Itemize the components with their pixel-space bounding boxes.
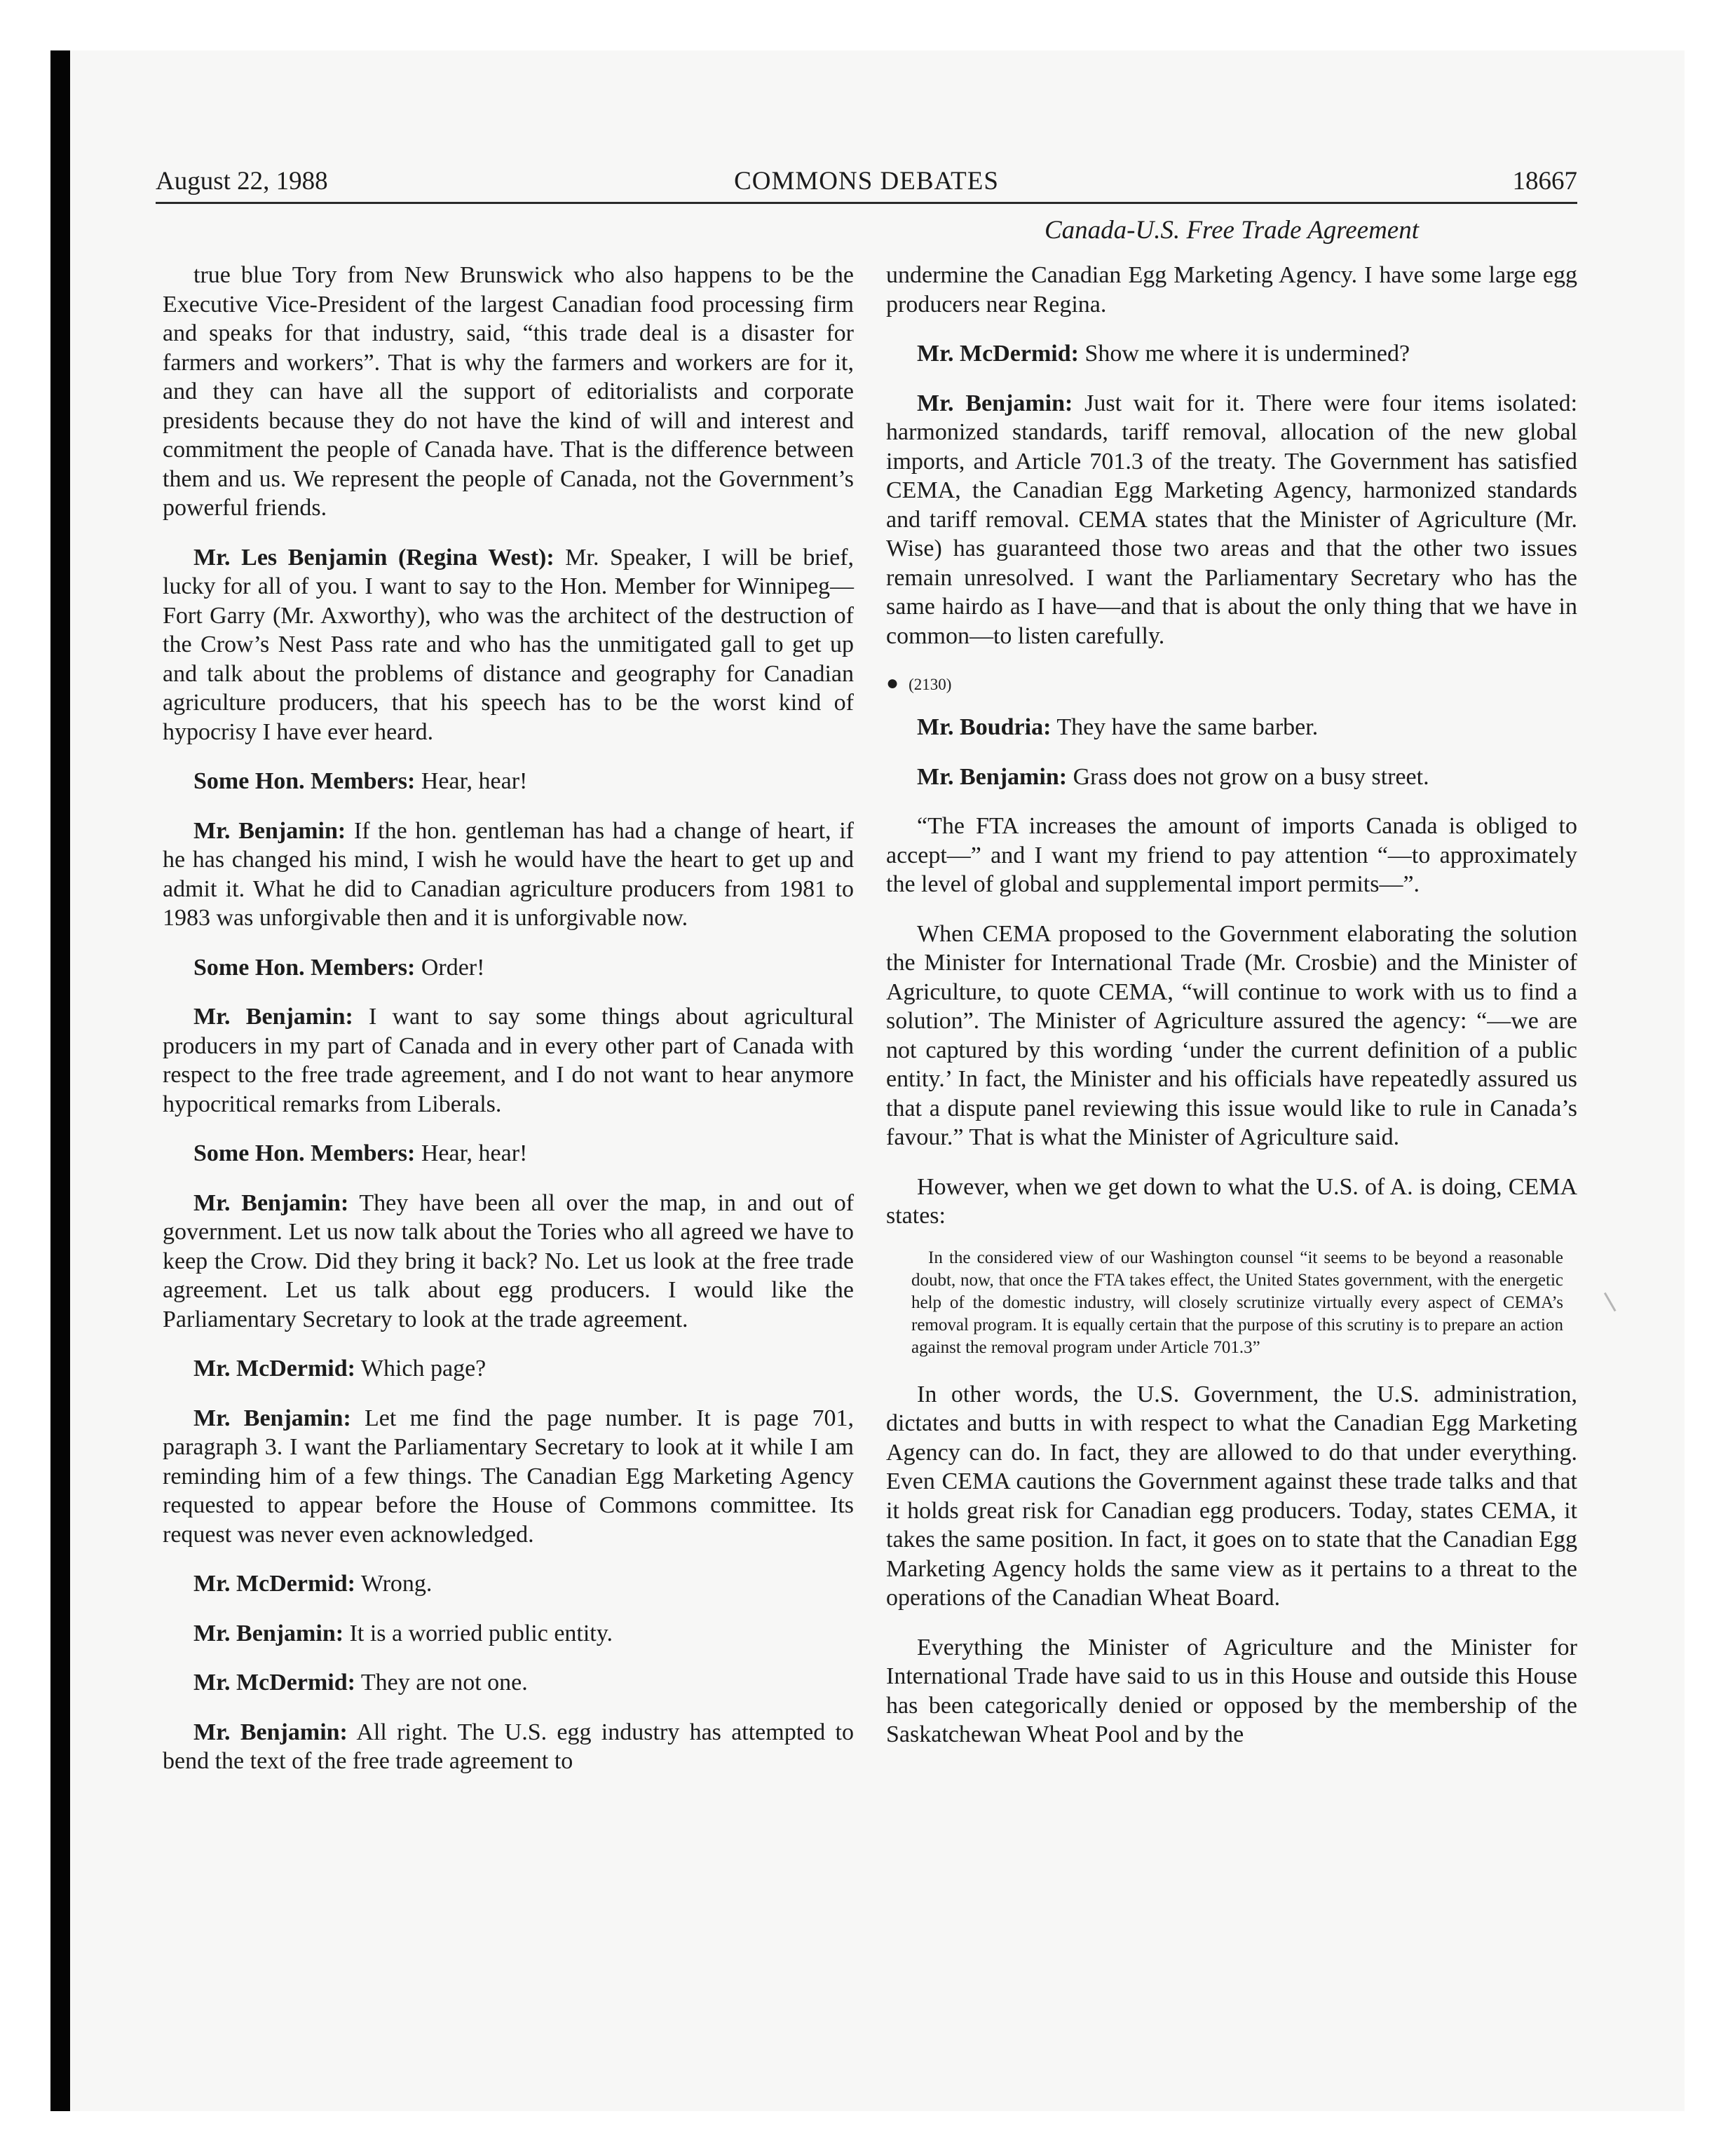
speaker-name: Some Hon. Members: [193,1140,416,1166]
speech-text: Just wait for it. There were four items isolated: harmonized standards, tariff removal, allocation of the new global imports, and Article 701.3 of the treaty. The Government has satisfied CEMA, the Canadian Egg Marketing Agency, harmonized standards and tariff removal. CEMA states that the Minister of Agriculture (Mr. Wise) has guaranteed those two areas and that the other two issues remain unresolved. I want the Parliamentary Secretary who has the same hairdo as I have—and that is about the only thing that we have in common—to listen carefully. [886,390,1578,649]
speaker-name: Mr. Benjamin: [917,763,1068,790]
speaker-name: Mr. Les Benjamin (Regina West): [193,544,554,571]
time-marker-text: (2130) [909,676,952,693]
speech-paragraph [163,1718,854,1776]
speech-paragraph [163,1189,854,1335]
speech-paragraph [886,763,1577,792]
header-date: August 22, 1988 [156,167,328,196]
speech-text: All right. The U.S. egg industry has attempted to bend the text of the free trade agreement to [163,1719,855,1774]
paragraph-text: Everything the Minister of Agriculture and the Minister for International Trade have said to us in this House and outside this House has been categorically denied or opposed by the membership of the Saskatchewan Wheat Pool and by the [886,1634,1577,1747]
speaker-name: Mr. Benjamin: [193,1189,349,1216]
paragraph [886,1380,1577,1613]
paragraph [886,920,1577,1152]
speech-text: If the hon. gentleman has had a change of heart, if he has changed his mind, I wish he would have the heart to get up and admit it. What he did to Canadian agriculture producers from 1981 to 1983 was unforgivable then and it is unforgivable now. [163,817,854,931]
speech-text: Wrong. [360,1571,433,1597]
bullet-icon: ● [886,671,899,695]
speech-text: Hear, hear! [421,768,528,794]
speech-paragraph [886,339,1577,369]
speaker-name: Mr. Boudria: [917,714,1052,740]
paragraph [886,812,1577,899]
speaker-name: Mr. McDermid: [917,341,1079,367]
speaker-name: Mr. Benjamin: [917,390,1073,416]
header-title: COMMONS DEBATES [734,167,999,196]
block-quote: In the considered view of our Washington counsel “it seems to be beyond a reasonable doubt, now, that once the FTA takes effect, the United States government, with the energetic help of the domestic industry, will closely scrutinize virtually every aspect of CEMA’s removal program. It is equally certain that the purpose of this scrutiny is to prepare an action against the removal program under Article 701.3” [911,1248,1563,1357]
speech-paragraph [163,543,854,747]
speaker-name: Mr. McDermid: [193,1670,355,1696]
speech-text: Hear, hear! [421,1140,528,1166]
speech-paragraph [886,713,1577,742]
paragraph [886,261,1577,319]
speech-text: Mr. Speaker, I will be brief, lucky for all of you. I want to say to the Hon. Member for Winnipeg—Fort Garry (Mr. Axworthy), who was the architect of the destruction of the Crow’s Nest Pass rate and who has the unmitigated gall to get up and talk about the problems of distance and geography for Canadian agriculture producers, that his speech has to be the worst kind of hypocrisy I have ever heard. [163,544,855,745]
speaker-name: Mr. McDermid: [193,1356,355,1381]
time-marker [886,671,1577,697]
speech-text: I want to say some things about agricultural producers in my part of Canada and in every other part of Canada with respect to the free trade agreement, and I do not want to hear anymore hypocritical remarks from Liberals. [163,1004,854,1117]
speech-paragraph [163,1619,854,1649]
speech-text: Which page? [360,1356,487,1381]
paragraph-text: undermine the Canadian Egg Marketing Agency. I have some large egg producers near Regina. [886,262,1577,318]
speech-paragraph [163,1668,854,1698]
speech-text: It is a worried public entity. [349,1620,613,1646]
speaker-name: Some Hon. Members: [193,768,416,794]
speech-text: They have been all over the map, in and out of government. Let us now talk about the Tories who all agreed we have to keep the Crow. Did they bring it back? No. Let us look at the free trade agreement. Let us talk about egg producers. I would like the Parliamentary Secretary to look at the trade agreement. [163,1189,855,1332]
speaker-name: Mr. Benjamin: [193,817,346,844]
speech-text: They have the same barber. [1056,714,1319,740]
speech-text: Order! [421,954,485,981]
speech-paragraph [163,767,854,796]
speech-paragraph [163,1002,854,1119]
speech-text: Grass does not grow on a busy street. [1073,763,1429,790]
paragraph [886,1173,1577,1231]
speech-paragraph [163,1139,854,1168]
left-column [163,261,854,1796]
speech-paragraph [163,1354,854,1384]
speech-paragraph [163,817,854,933]
speech-paragraph [163,1404,854,1550]
speaker-name: Mr. Benjamin: [193,1620,344,1646]
speech-paragraph [163,1569,854,1599]
speech-text: They are not one. [360,1670,528,1696]
speaker-name: Mr. Benjamin: [193,1719,348,1745]
scan-edge-border [50,50,70,2111]
speaker-name: Some Hon. Members: [193,954,416,981]
paragraph-text: When CEMA proposed to the Government elaborating the solution the Minister for International Trade (Mr. Crosbie) and the Minister of Agriculture, to quote CEMA, “will continue to work with us to find a solution”. The Minister of Agriculture assured the agency: “—we are not captured by this wording ‘under the current definition of a public entity.’ In fact, the Minister and his officials have repeatedly assured us that a dispute panel reviewing this issue would like to rule in Canada’s favour.” That is what the Minister of Agriculture said. [886,920,1577,1150]
paragraph-text: In other words, the U.S. Government, the U.S. administration, dictates and butts in with respect to what the Canadian Egg Marketing Agency can do. In fact, they are allowed to do that under everything. Even CEMA cautions the Government against these trade talks and that it holds great risk for Canadian egg producers. Today, states CEMA, it takes the same position. In fact, it goes on to state that the Canadian Egg Marketing Agency holds the same view as it pertains to a threat to the operations of the Canadian Wheat Board. [886,1381,1577,1611]
speech-paragraph [886,389,1577,651]
paragraph-text: true blue Tory from New Brunswick who also happens to be the Executive Vice-President of the largest Canadian food processing firm and speaks for that industry, said, “this trade deal is a disaster for farmers and workers”. That is why the farmers and workers are for it, and they can have all the support of editorialists and corporate presidents because they do not have the kind of will and interest and commitment the people of Canada have. That is the difference between them and us. We represent the people of Canada, not the Government’s powerful friends. [163,262,854,521]
right-column [886,261,1577,1770]
speech-text: Let me find the page number. It is page 701, paragraph 3. I want the Parliamentary Secretary to look at it while I am reminding him of a few things. The Canadian Egg Marketing Agency requested to appear before the House of Commons committee. Its request was never even acknowledged. [163,1405,855,1548]
paragraph-text: However, when we get down to what the U.S. of A. is doing, CEMA states: [886,1173,1577,1229]
speech-text: Show me where it is undermined? [1084,341,1410,367]
speaker-name: Mr. Benjamin: [193,1004,353,1030]
paragraph-text: “The FTA increases the amount of imports Canada is obliged to accept—” and I want my friend to pay attention “—to approximately the level of global and supplemental import permits—”. [886,813,1577,897]
speech-paragraph [163,953,854,983]
paragraph [886,1633,1577,1749]
section-subheader: Canada-U.S. Free Trade Agreement [1044,216,1420,245]
page-header [156,164,1577,204]
page-number: 18667 [1512,167,1577,196]
paragraph [163,261,854,523]
speaker-name: Mr. McDermid: [193,1571,355,1597]
speaker-name: Mr. Benjamin: [193,1405,351,1431]
